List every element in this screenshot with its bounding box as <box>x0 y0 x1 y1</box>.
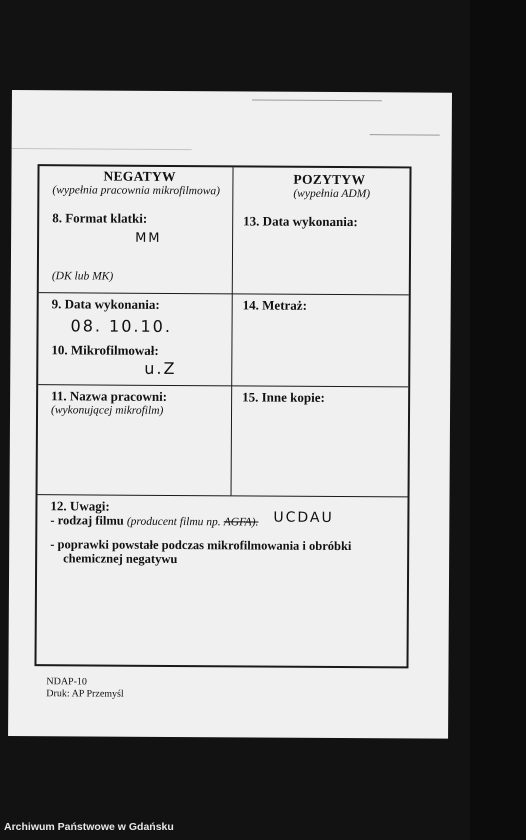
archive-label: Archiwum Państwowe w Gdańsku <box>4 821 174 833</box>
rodzaj-filmu-prefix: - rodzaj filmu <box>50 513 124 528</box>
mikrofilmowal-label: 10. Mikrofilmował: <box>51 342 159 358</box>
scan-artifact <box>252 99 382 101</box>
row-divider <box>38 384 408 387</box>
nazwa-pracowni-label: 11. Nazwa pracowni: <box>51 388 168 404</box>
rodzaj-filmu-hint: (producent filmu np. <box>126 515 221 529</box>
format-klatki-value: MM <box>135 230 162 246</box>
format-klatki-label: 8. Format klatki: <box>52 210 148 226</box>
druk-info: Druk: AP Przemyśl <box>46 688 124 700</box>
row-divider <box>39 292 409 295</box>
pozytyw-title: POZYTYW <box>293 171 366 188</box>
data-wykonania-label: 9. Data wykonania: <box>51 296 160 312</box>
form-code: NDAP-10 <box>46 676 87 688</box>
pozytyw-data-label: 13. Data wykonania: <box>243 213 358 230</box>
pozytyw-subtitle: (wypełnia ADM) <box>293 187 371 201</box>
rodzaj-filmu-line <box>50 513 258 529</box>
rodzaj-filmu-struck: AGFA). <box>223 516 259 529</box>
negatyw-subtitle: (wypełnia pracownia mikrofilmowa) <box>52 184 221 198</box>
mikrofilmowal-value: u.Z <box>144 358 177 379</box>
scan-artifact <box>370 134 440 135</box>
dark-background <box>470 0 526 840</box>
poprawki-line-1: - poprawki powstałe podczas mikrofilmowania i obróbki <box>50 537 352 554</box>
microfilm-form <box>34 164 411 668</box>
format-klatki-hint: (DK lub MK) <box>51 270 114 283</box>
column-divider <box>231 167 234 495</box>
scan-artifact <box>12 148 192 150</box>
inne-kopie-label: 15. Inne kopie: <box>242 389 325 405</box>
metraz-label: 14. Metraż: <box>242 297 307 313</box>
row-divider <box>38 494 408 497</box>
microfilm-card <box>8 90 452 739</box>
data-wykonania-value: 08. 10.10. <box>70 316 173 336</box>
rodzaj-filmu-value: UCDAU <box>273 509 334 526</box>
nazwa-pracowni-hint: (wykonującej mikrofilm) <box>51 404 164 417</box>
poprawki-line-2: chemicznej negatywu <box>63 551 178 567</box>
negatyw-title: NEGATYW <box>103 168 176 185</box>
uwagi-label: 12. Uwagi: <box>50 498 110 514</box>
